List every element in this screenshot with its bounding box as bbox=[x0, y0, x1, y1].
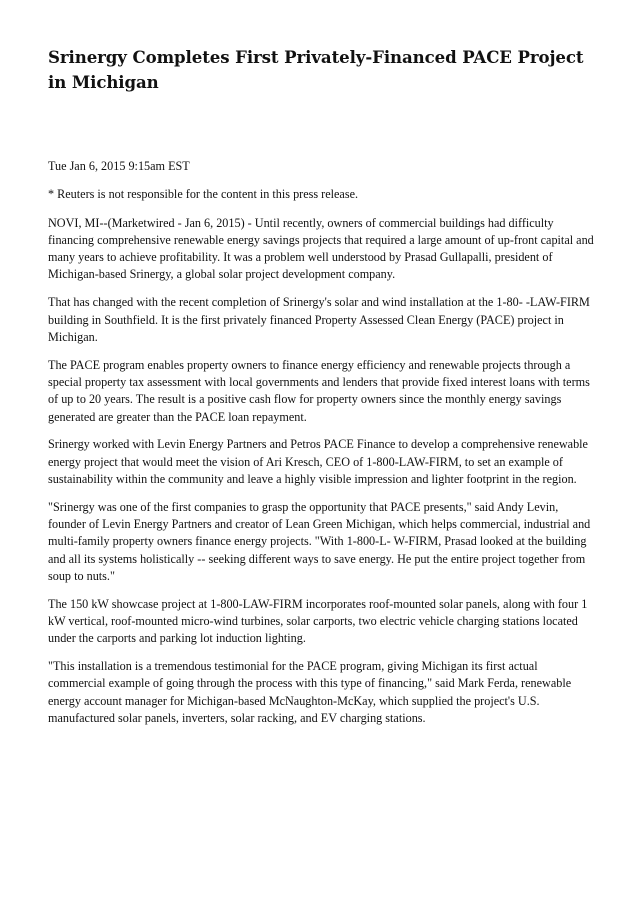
article-title: Srinergy Completes First Privately-Financed PACE Project in Michigan bbox=[48, 47, 584, 92]
reuters-disclaimer: * Reuters is not responsible for the content in this press release. bbox=[48, 187, 359, 202]
article-paragraph: Srinergy worked with Levin Energy Partners and Petros PACE Finance to develop a comprehensive renewable energy project that would meet the vision of Ari Kresch, CEO of 1-800-LAW-FIRM, to set an example of sustainability within the community and leave a highly visible impression and lighter footprint in the region. bbox=[48, 437, 588, 486]
article-paragraph: The 150 kW showcase project at 1-800-LAW-FIRM incorporates roof-mounted solar panels, along with four 1 kW vertical, roof-mounted micro-wind turbines, solar carports, two electric vehicle charging stations located under the carports and parking lot induction lighting. bbox=[48, 596, 588, 646]
article-paragraph: The PACE program enables property owners to finance energy efficiency and renewable projects through a special property tax assessment with local governments and lenders that provide fixed interest loans with terms of up to 20 years. The result is a positive cash flow for property owners since the monthly energy savings generated are greater than the PACE loan repayment. bbox=[48, 357, 590, 424]
article-paragraph: NOVI, MI--(Marketwired - Jan 6, 2015) - Until recently, owners of commercial buildings had difficulty financing comprehensive renewable energy savings projects that required a large amount of up-front capital and many years to achieve profitability. It was a problem well understood by Prasad Gullapalli, president of Michigan-based Srinergy, a global solar project development company. bbox=[48, 215, 594, 282]
article-paragraph: "This installation is a tremendous testimonial for the PACE program, giving Michigan its first actual commercial example of going through the process with this type of financing," said Mark Ferda, renewable energy account manager for Michigan-based McNaughton-McKay, which supplied the project's U.S. manufactured solar panels, inverters, solar racking, and EV charging stations. bbox=[48, 659, 572, 726]
article-paragraph: That has changed with the recent completion of Srinergy's solar and wind installation at the 1-80- -LAW-FIRM building in Southfield. It is the first privately financed Property Assessed Clean Energy (PACE) project in Michigan. bbox=[48, 295, 590, 344]
article-paragraph: "Srinergy was one of the first companies to grasp the opportunity that PACE presents," said Andy Levin, founder of Levin Energy Partners and creator of Lean Green Michigan, which helps commercial, industrial and multi-family property owners finance energy projects. "With 1-800-L- W-FIRM, Prasad looked at the building and all its systems holistically -- seeking different ways to save energy. He put the entire project together from soup to nuts." bbox=[48, 499, 591, 583]
article-dateline: Tue Jan 6, 2015 9:15am EST bbox=[48, 159, 190, 173]
